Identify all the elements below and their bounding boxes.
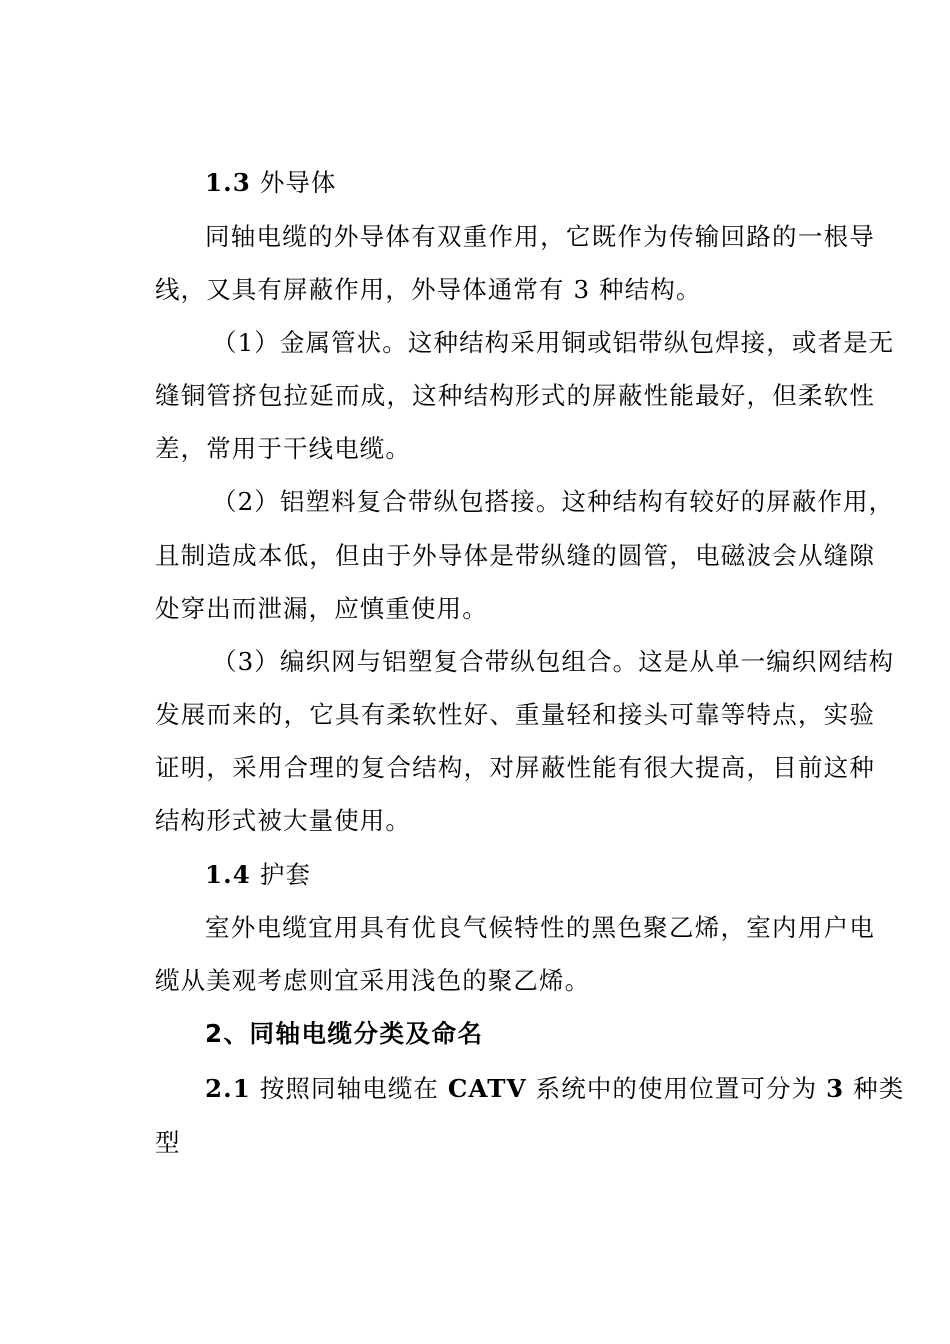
section-heading-2: 2、同轴电缆分类及命名 [205, 1019, 484, 1048]
section-heading-1-4 [205, 858, 875, 892]
section-number: 1.3 [205, 168, 251, 197]
paragraph-line: 室外电缆宜用具有优良气候特性的黑色聚乙烯，室内用户电 [205, 913, 875, 942]
paragraph-line: 处穿出而泄漏，应慎重使用。 [155, 594, 488, 623]
paragraph-line: 结构形式被大量使用。 [155, 806, 411, 835]
paragraph-line: （1）金属管状。这种结构采用铜或铝带纵包焊接，或者是无 [212, 328, 895, 357]
section-heading-2-1 [205, 1072, 905, 1106]
paragraph-line: 发展而来的，它具有柔软性好、重量轻和接头可靠等特点，实验 [155, 700, 875, 729]
paragraph-line: 缝铜管挤包拉延而成，这种结构形式的屏蔽性能最好，但柔软性 [155, 381, 875, 410]
section-number: 2.1 [205, 1074, 251, 1103]
paragraph-line: 且制造成本低，但由于外导体是带纵缝的圆管，电磁波会从缝隙 [155, 541, 875, 570]
section-title: 护套 [259, 860, 312, 889]
heading-text: 种类 [853, 1074, 905, 1103]
section-number: 1.4 [205, 860, 251, 889]
paragraph-line: 同轴电缆的外导体有双重作用，它既作为传输回路的一根导 [205, 222, 875, 251]
paragraph-line: 型 [155, 1128, 181, 1157]
paragraph-line: 证明，采用合理的复合结构，对屏蔽性能有很大提高，目前这种 [155, 753, 875, 782]
heading-text: 系统中的使用位置可分为 [535, 1074, 818, 1103]
paragraph-line: （2）铝塑料复合带纵包搭接。这种结构有较好的屏蔽作用， [212, 487, 895, 516]
section-title: 外导体 [259, 168, 337, 197]
heading-text: 按照同轴电缆在 [259, 1074, 440, 1103]
paragraph-line: 差，常用于干线电缆。 [155, 434, 411, 463]
section-heading-1-3 [205, 166, 875, 200]
paragraph-line: 缆从美观考虑则宜采用浅色的聚乙烯。 [155, 966, 591, 995]
paragraph-line: （3）编织网与铝塑复合带纵包组合。这是从单一编织网结构 [212, 647, 895, 676]
catv-term: CATV [447, 1074, 527, 1103]
paragraph-line: 线，又具有屏蔽作用，外导体通常有 3 种结构。 [155, 275, 702, 304]
count-number: 3 [826, 1074, 845, 1103]
